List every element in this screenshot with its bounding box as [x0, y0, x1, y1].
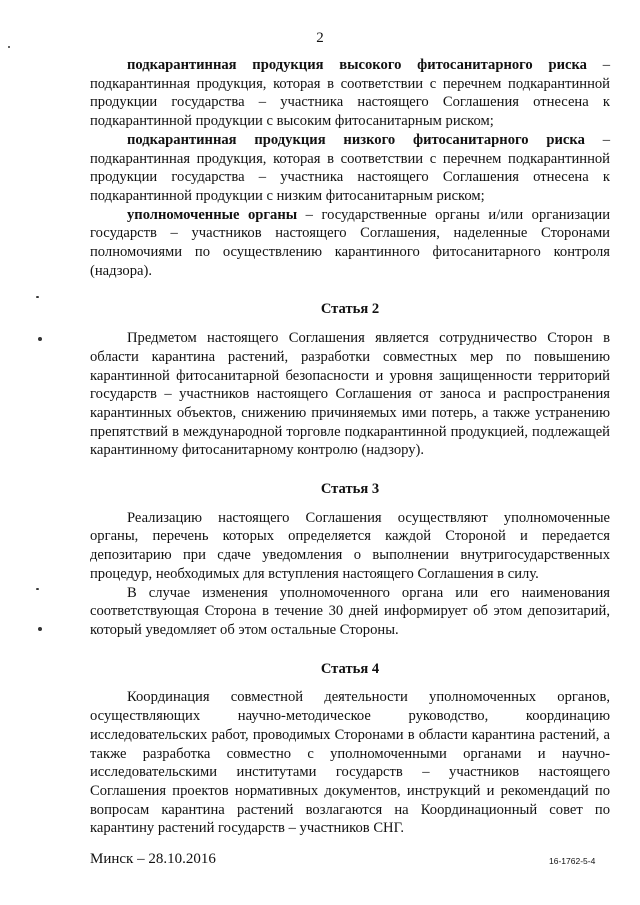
article-2-heading: Статья 2: [320, 301, 380, 318]
scan-dot: [36, 296, 39, 298]
scan-dot: [38, 337, 42, 341]
definition-high-risk: [90, 56, 610, 131]
definition-authorized-bodies: [90, 206, 610, 281]
scan-dot: [8, 46, 10, 48]
document-body: [90, 56, 610, 838]
article-2-paragraph: Предметом настоящего Соглашения является сотрудничество Сторон в области карантина растений, разработки совместных мер по повышению карантинной фитосанитарной безопасности и уровня защищенности территорий государств – участников настоящего Соглашения от заноса и распространения карантинных объектов, снижению причиняемых ими потерь, а также устранению препятствий в международной торговле подкарантинной продукцией, подлежащей карантинному фитосанитарному контролю (надзору).: [90, 330, 610, 459]
footer-doc-code: 16-1762-5-4: [549, 856, 596, 866]
article-3-paragraph-1: Реализацию настоящего Соглашения осуществляют уполномоченные органы, перечень которых определяется каждой Стороной и передается депозитарию при сдаче уведомления о выполнении внутригосударственных процедур, необходимых для вступления настоящего Соглашения в силу.: [90, 509, 610, 582]
article-3-paragraph-2: В случае изменения уполномоченного органа или его наименования соответствующая Сторона в течение 30 дней информирует об этом депозитарий, который уведомляет об этом остальные Стороны.: [90, 584, 610, 638]
scan-dot: [38, 627, 42, 631]
definition-term: подкарантинная продукция низкого фитосанитарного риска: [127, 131, 585, 148]
page-number: 2: [316, 30, 324, 46]
definition-low-risk: [90, 131, 610, 206]
article-3-heading: Статья 3: [320, 481, 380, 498]
article-4-heading: Статья 4: [320, 660, 380, 677]
definition-term: подкарантинная продукция высокого фитосанитарного риска: [127, 57, 587, 73]
definition-text: – подкарантинная продукция, которая в соответствии с перечнем подкарантинной продукции государства – участника настоящего Соглашения отнесена к подкарантинной продукции с низким фитосанитарным риском;: [90, 131, 610, 204]
definition-text: – государственные органы и/или организации государств – участников настоящего Соглашения, наделенные Сторонами полномочиями по осуществлению карантинного фитосанитарного контроля (надзора).: [90, 206, 611, 279]
scan-dot: [36, 588, 39, 590]
definition-term: уполномоченные органы: [127, 206, 298, 223]
definition-text: – подкарантинная продукция, которая в соответствии с перечнем подкарантинной продукции государства – участника настоящего Соглашения отнесена к подкарантинной продукции с высоким фитосанитарным риском;: [90, 57, 610, 130]
footer-place-date: Минск – 28.10.2016: [90, 851, 216, 867]
article-4-paragraph: Координация совместной деятельности уполномоченных органов, осуществляющих научно-методическое руководство, координацию исследовательских работ, проводимых Сторонами в области карантина растений, а также разработка совместно с уполномоченными органами и научно-исследовательскими институтами государств – участников настоящего Соглашения проектов нормативных документов, инструкций и рекомендаций по вопросам карантина растений возлагаются на Координационный совет по карантину растений государств – участников СНГ.: [90, 689, 610, 837]
